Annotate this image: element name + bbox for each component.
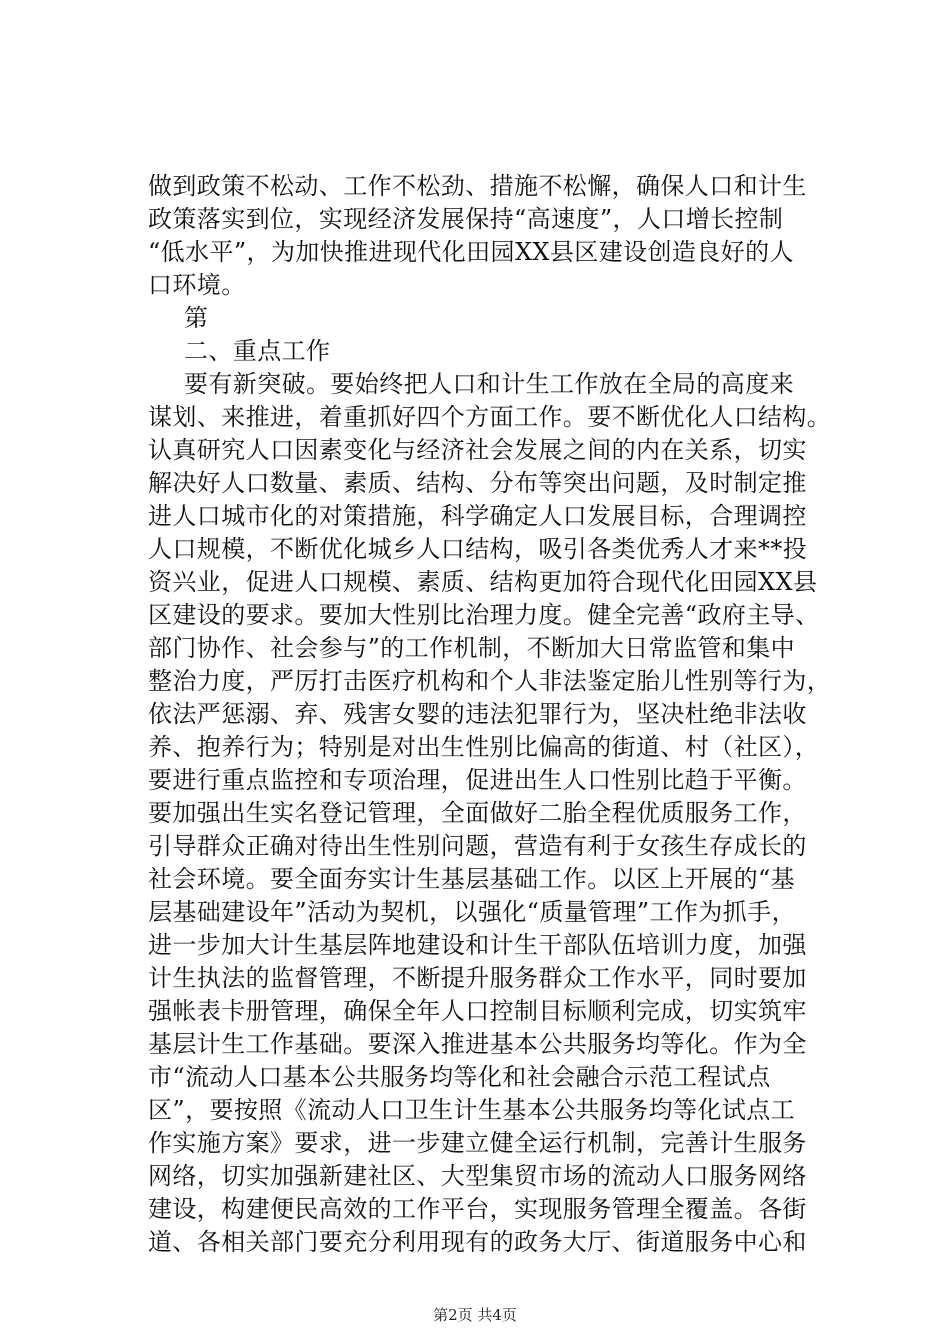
text-line: 网络，切实加强新建社区、大型集贸市场的流动人口服务网络 (148, 1162, 807, 1190)
text-line: 要有新突破。要始终把人口和计生工作放在全局的高度来 (184, 370, 794, 398)
text-line: 建设，构建便民高效的工作平台，实现服务管理全覆盖。各街 (148, 1195, 807, 1223)
text-line: 区”，要按照《流动人口卫生计生基本公共服务均等化试点工 (148, 1096, 796, 1124)
text-line: 进一步加大计生基层阵地建设和计生干部队伍培训力度，加强 (148, 931, 807, 959)
text-line: 引导群众正确对待出生性别问题，营造有利于女孩生存成长的 (148, 832, 807, 860)
text-line: 强帐表卡册管理，确保全年人口控制目标顺利完成，切实筑牢 (148, 997, 807, 1025)
text-line: 社会环境。要全面夯实计生基层基础工作。以区上开展的“基 (148, 865, 796, 893)
text-line: 要进行重点监控和专项治理，促进出生人口性别比趋于平衡。 (148, 766, 807, 794)
text-line: 政策落实到位，实现经济发展保持“高速度”，人口增长控制 (148, 205, 784, 233)
text-line: 做到政策不松动、工作不松劲、措施不松懈，确保人口和计生 (148, 172, 807, 200)
text-line: 谋划、来推进，着重抓好四个方面工作。要不断优化人口结构。 (148, 403, 832, 431)
text-line: 养、抱养行为；特别是对出生性别比偏高的街道、村（社区）， (148, 733, 820, 761)
text-line: 基层计生工作基础。要深入推进基本公共服务均等化。作为全 (148, 1030, 807, 1058)
text-line: 作实施方案》要求，进一步建立健全运行机制，完善计生服务 (148, 1129, 807, 1157)
text-line: 口环境。 (148, 271, 246, 299)
text-line: 市“流动人口基本公共服务均等化和社会融合示范工程试点 (148, 1063, 771, 1091)
text-line: 进人口城市化的对策措施，科学确定人口发展目标，合理调控 (148, 502, 807, 530)
text-line: 要加强出生实名登记管理，全面做好二胎全程优质服务工作， (148, 799, 807, 827)
text-line: 二、重点工作 (184, 337, 331, 365)
text-line: 计生执法的监督管理，不断提升服务群众工作水平，同时要加 (148, 964, 807, 992)
text-line: “低水平”，为加快推进现代化田园XX县区建设创造良好的人 (148, 238, 794, 266)
page-number-footer: 第2页 共4页 (433, 1306, 517, 1324)
text-line: 依法严惩溺、弃、残害女婴的违法犯罪行为，坚决杜绝非法收 (148, 700, 807, 728)
text-line: 第 (184, 304, 209, 332)
text-line: 整治力度，严厉打击医疗机构和个人非法鉴定胎儿性别等行为， (148, 667, 832, 695)
text-line: 人口规模，不断优化城乡人口结构，吸引各类优秀人才来**投 (148, 535, 808, 563)
text-line: 道、各相关部门要充分利用现有的政务大厅、街道服务中心和 (148, 1228, 807, 1256)
text-line: 认真研究人口因素变化与经济社会发展之间的内在关系，切实 (148, 436, 807, 464)
text-line: 部门协作、社会参与”的工作机制，不断加大日常监管和集中 (148, 634, 796, 662)
text-line: 层基础建设年”活动为契机，以强化“质量管理”工作为抓手， (148, 898, 797, 926)
body-text (148, 170, 832, 1259)
text-line: 资兴业，促进人口规模、素质、结构更加符合现代化田园XX县 (148, 568, 818, 596)
text-line: 解决好人口数量、素质、结构、分布等突出问题，及时制定推 (148, 469, 807, 497)
text-line: 区建设的要求。要加大性别比治理力度。健全完善“政府主导、 (148, 601, 820, 629)
